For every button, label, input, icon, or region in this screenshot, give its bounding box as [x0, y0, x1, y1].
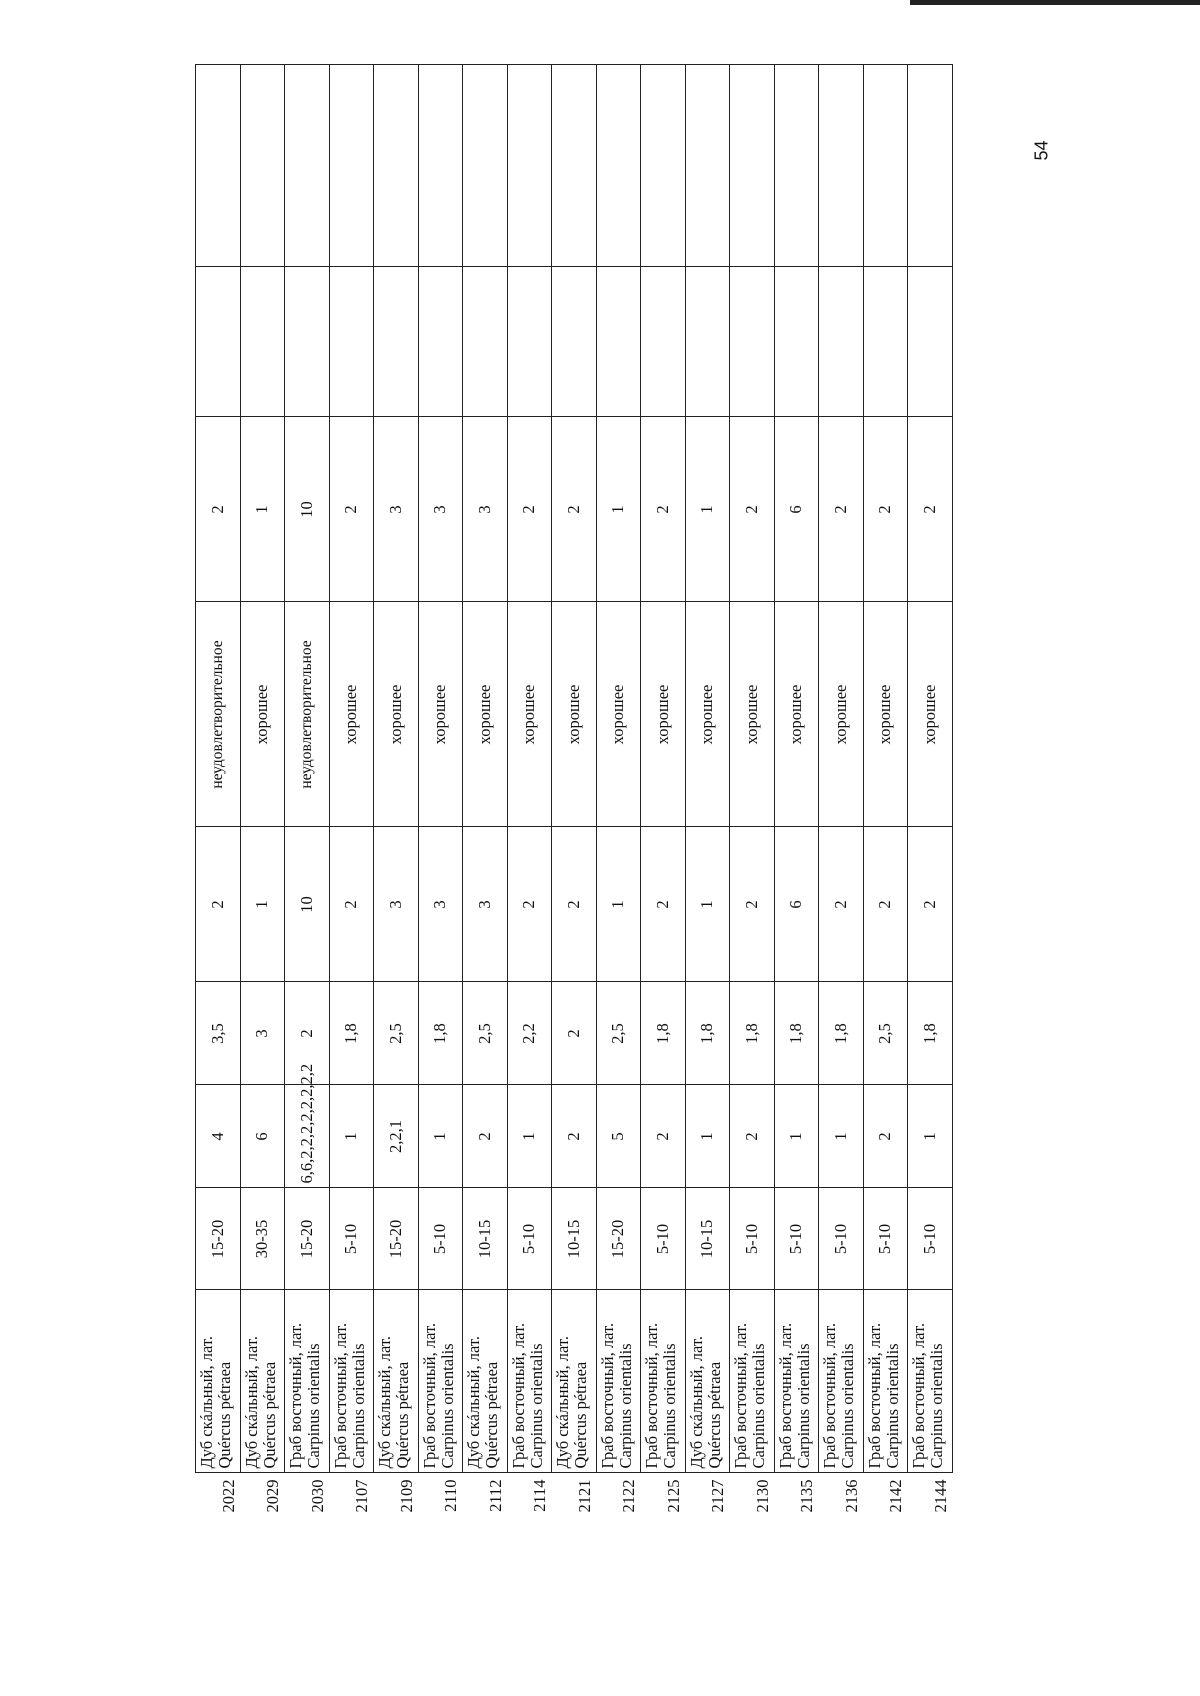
table-row: [552, 65, 597, 1525]
count-total-cell: 2: [863, 417, 908, 602]
empty-cell: [908, 65, 953, 267]
empty-cell: [240, 267, 285, 417]
trunk-diameter-cell: 2,2,1: [374, 1085, 419, 1188]
count-total-cell: 3: [374, 417, 419, 602]
trunk-diameter-cell: 1: [418, 1085, 463, 1188]
table-row: [908, 65, 953, 1525]
count-total-cell: 2: [641, 417, 686, 602]
count-total-cell: 1: [685, 417, 730, 602]
count-cell: 2: [507, 827, 552, 982]
rotated-table-container: [195, 65, 970, 1525]
row-number-cell: 2127: [708, 1479, 728, 1513]
table-row: [863, 65, 908, 1525]
empty-cell: [730, 267, 775, 417]
empty-cell: [641, 267, 686, 417]
species-cell: Граб восточный, лат. Carpinus orientalis: [774, 1290, 819, 1473]
table-row: [774, 65, 819, 1525]
condition-cell: хорошее: [596, 602, 641, 827]
empty-cell: [819, 267, 864, 417]
trunk-diameter-cell: 2: [863, 1085, 908, 1188]
page-number: 54: [1031, 140, 1052, 161]
empty-cell: [908, 267, 953, 417]
species-cell: Граб восточный, лат. Carpinus orientalis: [819, 1290, 864, 1473]
age-cell: 5-10: [774, 1188, 819, 1290]
empty-cell: [463, 65, 508, 267]
table-row: [374, 65, 419, 1525]
species-cell: Дуб скáльный, лат. Quércus pétraea: [374, 1290, 419, 1473]
species-cell: Дуб скáльный, лат. Quércus pétraea: [196, 1290, 241, 1473]
count-total-cell: 2: [552, 417, 597, 602]
trunk-diameter-cell: 1: [507, 1085, 552, 1188]
table-row: [507, 65, 552, 1525]
count-cell: 2: [819, 827, 864, 982]
count-total-cell: 3: [418, 417, 463, 602]
age-cell: 15-20: [285, 1188, 330, 1290]
row-number-cell: 2022: [218, 1479, 238, 1513]
table-row: [730, 65, 775, 1525]
trunk-diameter-cell: 4: [196, 1085, 241, 1188]
empty-cell: [329, 267, 374, 417]
condition-cell: хорошее: [552, 602, 597, 827]
empty-cell: [196, 267, 241, 417]
row-number-cell: 2144: [930, 1479, 950, 1513]
row-number-cell: 2130: [752, 1479, 772, 1513]
count-cell: 2: [329, 827, 374, 982]
age-cell: 5-10: [329, 1188, 374, 1290]
empty-cell: [863, 267, 908, 417]
trunk-diameter-cell: 1: [819, 1085, 864, 1188]
empty-cell: [418, 65, 463, 267]
condition-cell: хорошее: [507, 602, 552, 827]
species-cell: Граб восточный, лат. Carpinus orientalis: [418, 1290, 463, 1473]
species-cell: Граб восточный, лат. Carpinus orientalis: [596, 1290, 641, 1473]
trunk-diameter-cell: 1: [774, 1085, 819, 1188]
species-cell: Граб восточный, лат. Carpinus orientalis: [863, 1290, 908, 1473]
condition-cell: хорошее: [908, 602, 953, 827]
count-cell: 2: [908, 827, 953, 982]
row-number-cell: 2136: [841, 1479, 861, 1513]
row-number-cell: 2107: [352, 1479, 372, 1513]
count-cell: 1: [240, 827, 285, 982]
age-cell: 15-20: [596, 1188, 641, 1290]
condition-cell: хорошее: [819, 602, 864, 827]
height-cell: 3,5: [196, 982, 241, 1085]
age-cell: 5-10: [641, 1188, 686, 1290]
count-cell: 2: [730, 827, 775, 982]
count-cell: 3: [418, 827, 463, 982]
row-number-cell: 2109: [396, 1479, 416, 1513]
trunk-diameter-cell: 1: [685, 1085, 730, 1188]
species-cell: Дуб скáльный, лат. Quércus pétraea: [240, 1290, 285, 1473]
empty-cell: [285, 267, 330, 417]
height-cell: 1,8: [685, 982, 730, 1085]
age-cell: 10-15: [552, 1188, 597, 1290]
row-number-cell: 2030: [307, 1479, 327, 1513]
height-cell: 1,8: [329, 982, 374, 1085]
count-cell: 3: [463, 827, 508, 982]
condition-cell: хорошее: [774, 602, 819, 827]
row-number-cell: 2125: [663, 1479, 683, 1513]
empty-cell: [463, 267, 508, 417]
age-cell: 5-10: [507, 1188, 552, 1290]
condition-cell: хорошее: [418, 602, 463, 827]
empty-cell: [374, 65, 419, 267]
condition-cell: неудовлетворительное: [196, 602, 241, 827]
row-number-cell: 2142: [886, 1479, 906, 1513]
row-number-cell: 2029: [263, 1479, 283, 1513]
age-cell: 15-20: [374, 1188, 419, 1290]
trunk-diameter-cell: 5: [596, 1085, 641, 1188]
table-row: [685, 65, 730, 1525]
empty-cell: [374, 267, 419, 417]
empty-cell: [685, 65, 730, 267]
count-total-cell: 1: [240, 417, 285, 602]
count-total-cell: 2: [819, 417, 864, 602]
table-row: [596, 65, 641, 1525]
condition-cell: хорошее: [685, 602, 730, 827]
empty-cell: [329, 65, 374, 267]
height-cell: 2,5: [863, 982, 908, 1085]
row-number-cell: 2121: [574, 1479, 594, 1513]
table-row: [418, 65, 463, 1525]
count-total-cell: 2: [908, 417, 953, 602]
table-row: [641, 65, 686, 1525]
age-cell: 5-10: [418, 1188, 463, 1290]
count-cell: 1: [596, 827, 641, 982]
height-cell: 1,8: [418, 982, 463, 1085]
age-cell: 10-15: [685, 1188, 730, 1290]
height-cell: 2,5: [463, 982, 508, 1085]
row-number-cell: 2122: [619, 1479, 639, 1513]
condition-cell: хорошее: [863, 602, 908, 827]
empty-cell: [819, 65, 864, 267]
count-cell: 6: [774, 827, 819, 982]
trunk-diameter-cell: 1: [908, 1085, 953, 1188]
row-number-cell: 2114: [530, 1479, 550, 1512]
count-total-cell: 2: [507, 417, 552, 602]
age-cell: 10-15: [463, 1188, 508, 1290]
condition-cell: хорошее: [641, 602, 686, 827]
species-cell: Граб восточный, лат. Carpinus orientalis: [641, 1290, 686, 1473]
empty-cell: [240, 65, 285, 267]
empty-cell: [685, 267, 730, 417]
empty-cell: [863, 65, 908, 267]
trunk-diameter-cell: 2: [552, 1085, 597, 1188]
empty-cell: [507, 267, 552, 417]
tree-inventory-table: [195, 65, 953, 1526]
height-cell: 1,8: [730, 982, 775, 1085]
trunk-diameter-cell: 2: [641, 1085, 686, 1188]
count-total-cell: 2: [730, 417, 775, 602]
empty-cell: [418, 267, 463, 417]
empty-cell: [507, 65, 552, 267]
scan-edge-bar: [910, 0, 1200, 5]
empty-cell: [596, 267, 641, 417]
height-cell: 1,8: [774, 982, 819, 1085]
species-cell: Граб восточный, лат. Carpinus orientalis: [730, 1290, 775, 1473]
empty-cell: [774, 267, 819, 417]
count-total-cell: 2: [196, 417, 241, 602]
age-cell: 15-20: [196, 1188, 241, 1290]
trunk-diameter-cell: 6: [240, 1085, 285, 1188]
condition-cell: хорошее: [463, 602, 508, 827]
species-cell: Дуб скáльный, лат. Quércus pétraea: [685, 1290, 730, 1473]
count-total-cell: 3: [463, 417, 508, 602]
age-cell: 5-10: [863, 1188, 908, 1290]
count-total-cell: 10: [285, 417, 330, 602]
height-cell: 2: [285, 982, 330, 1085]
empty-cell: [774, 65, 819, 267]
table-row: [285, 65, 330, 1525]
condition-cell: хорошее: [329, 602, 374, 827]
height-cell: 3: [240, 982, 285, 1085]
count-cell: 2: [641, 827, 686, 982]
height-cell: 1,8: [819, 982, 864, 1085]
height-cell: 2,2: [507, 982, 552, 1085]
species-cell: Граб восточный, лат. Carpinus orientalis: [908, 1290, 953, 1473]
empty-cell: [730, 65, 775, 267]
table-row: [240, 65, 285, 1525]
empty-cell: [552, 65, 597, 267]
height-cell: 2,5: [374, 982, 419, 1085]
trunk-diameter-cell: 6,6,2,2,2,2,2,2,2,2: [285, 1085, 330, 1188]
table-row: [196, 65, 241, 1525]
height-cell: 2: [552, 982, 597, 1085]
age-cell: 30-35: [240, 1188, 285, 1290]
age-cell: 5-10: [730, 1188, 775, 1290]
table-row: [329, 65, 374, 1525]
count-cell: 2: [196, 827, 241, 982]
empty-cell: [552, 267, 597, 417]
empty-cell: [285, 65, 330, 267]
count-total-cell: 6: [774, 417, 819, 602]
trunk-diameter-cell: 2: [463, 1085, 508, 1188]
table-row: [463, 65, 508, 1525]
age-cell: 5-10: [908, 1188, 953, 1290]
height-cell: 1,8: [641, 982, 686, 1085]
age-cell: 5-10: [819, 1188, 864, 1290]
trunk-diameter-cell: 2: [730, 1085, 775, 1188]
count-total-cell: 2: [329, 417, 374, 602]
trunk-diameter-cell: 1: [329, 1085, 374, 1188]
condition-cell: хорошее: [240, 602, 285, 827]
condition-cell: хорошее: [374, 602, 419, 827]
table-body: [196, 65, 953, 1525]
table-row: [819, 65, 864, 1525]
species-cell: Дуб скáльный, лат. Quércus pétraea: [552, 1290, 597, 1473]
empty-cell: [596, 65, 641, 267]
count-cell: 10: [285, 827, 330, 982]
count-cell: 1: [685, 827, 730, 982]
species-cell: Граб восточный, лат. Carpinus orientalis: [285, 1290, 330, 1473]
condition-cell: неудовлетворительное: [285, 602, 330, 827]
count-cell: 3: [374, 827, 419, 982]
height-cell: 1,8: [908, 982, 953, 1085]
row-number-cell: 2135: [797, 1479, 817, 1513]
count-total-cell: 1: [596, 417, 641, 602]
count-cell: 2: [863, 827, 908, 982]
height-cell: 2,5: [596, 982, 641, 1085]
species-cell: Дуб скáльный, лат. Quércus pétraea: [463, 1290, 508, 1473]
empty-cell: [196, 65, 241, 267]
count-cell: 2: [552, 827, 597, 982]
row-number-cell: 2112: [485, 1479, 505, 1512]
species-cell: Граб восточный, лат. Carpinus orientalis: [507, 1290, 552, 1473]
condition-cell: хорошее: [730, 602, 775, 827]
species-cell: Граб восточный, лат. Carpinus orientalis: [329, 1290, 374, 1473]
empty-cell: [641, 65, 686, 267]
row-number-cell: 2110: [441, 1479, 461, 1512]
